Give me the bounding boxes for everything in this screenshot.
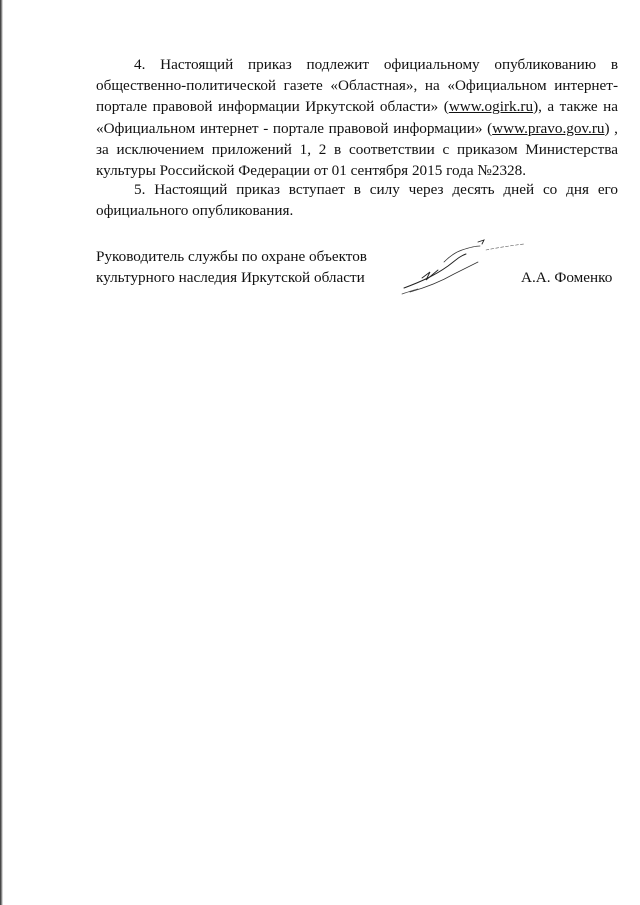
- paragraph-4-text-c: ) , за исключением приложений 1, 2 в соответствии с приказом Министерства культуры Российской Федерации от 01 сентября 2015 года №2328.: [96, 119, 618, 180]
- paragraph-5: [96, 179, 618, 221]
- scan-edge-shadow: [0, 0, 3, 905]
- handwritten-signature: [400, 232, 530, 298]
- paragraph-5-text: 5. Настоящий приказ вступает в силу через десять дней со дня его официального опубликования.: [96, 181, 618, 220]
- paragraph-4: [96, 54, 618, 181]
- signer-name: А.А. Фоменко: [521, 269, 613, 286]
- signer-position: [96, 246, 386, 288]
- signer-position-line-2: культурного наследия Иркутской области: [96, 269, 365, 287]
- signer-position-line-1: Руководитель службы по охране объектов: [96, 248, 367, 265]
- paragraph-4-text-b: ), а также на «Официальном интернет - портале правовой информации» (: [96, 98, 619, 137]
- ogirk-link[interactable]: www.ogirk.ru: [448, 98, 534, 116]
- paragraph-4-text-a: 4. Настоящий приказ подлежит официальному опубликованию в общественно-политической газете «Областная», на «Официальном интернет-портале правовой информации Иркутской области» (: [96, 56, 618, 116]
- pravo-link[interactable]: www.pravo.gov.ru: [492, 119, 605, 137]
